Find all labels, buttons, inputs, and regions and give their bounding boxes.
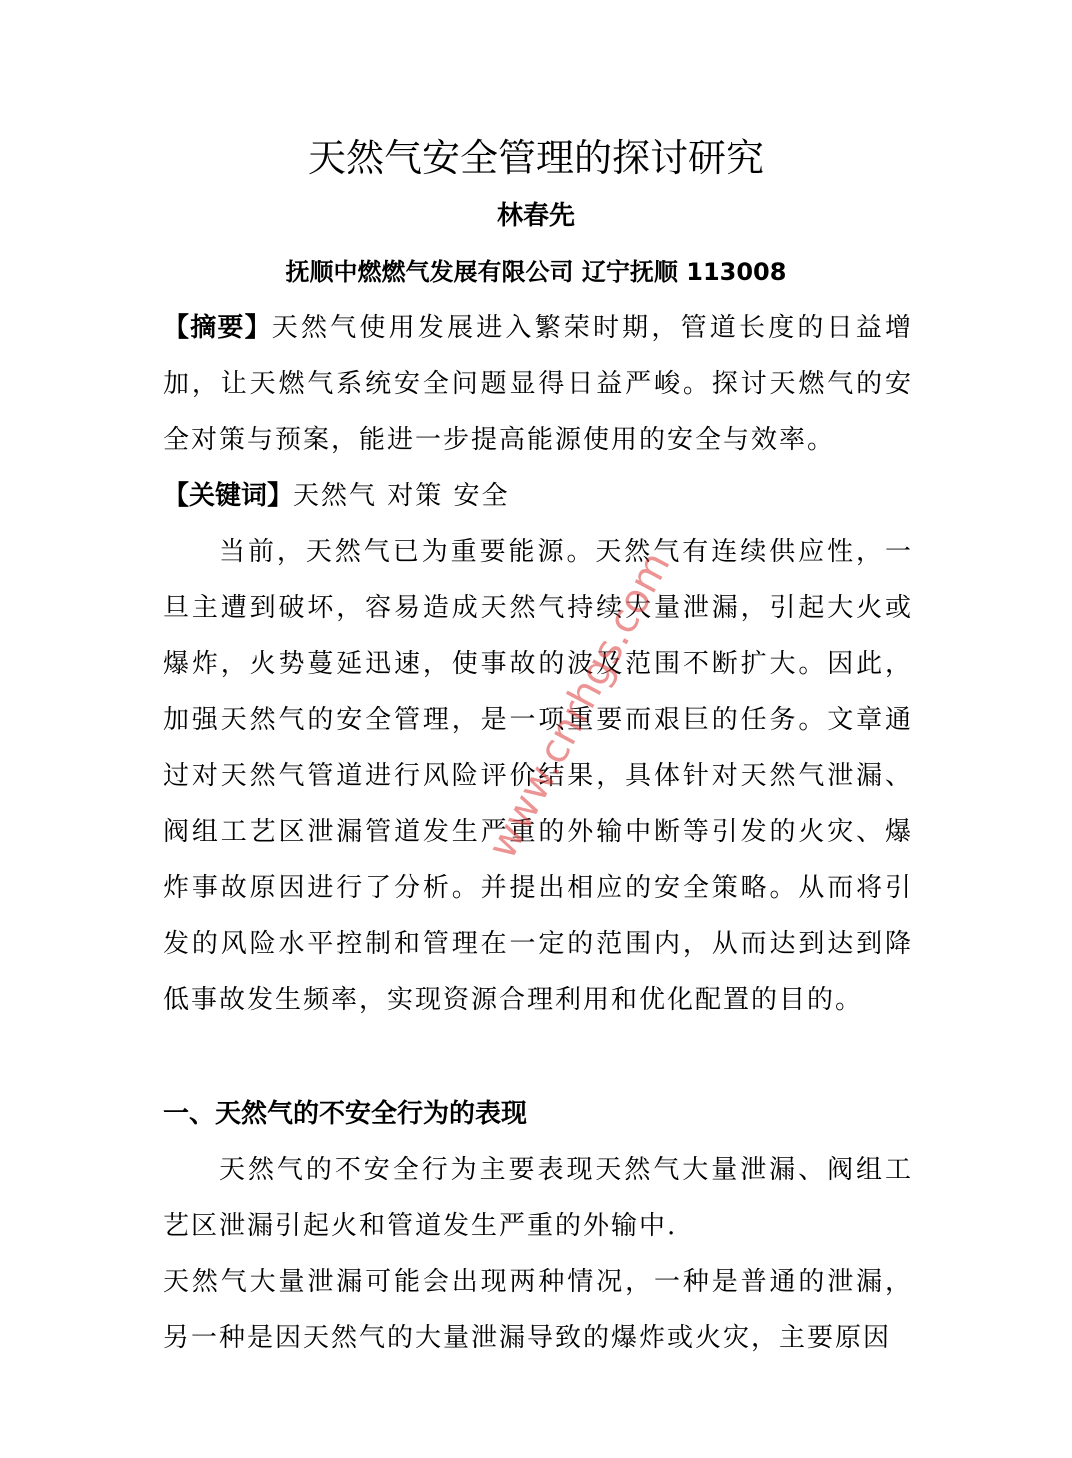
keywords-text: 天然气 对策 安全 [293,481,510,511]
author-name: 林春先 [496,201,575,231]
watermark-text: www.cnrhgs.com [479,544,680,867]
abstract-section [163,300,913,468]
abstract-text: 天然气使用发展进入繁荣时期，管道长度的日益增加，让天燃气系统安全问题显得日益严峻。探讨天燃气的安全对策与预案，能进一步提高能源使用的安全与效率。 [163,313,913,455]
keywords-section [163,468,913,524]
section-paragraph-1: 天然气的不安全行为主要表现天然气大量泄漏、阀组工艺区泄漏引起火和管道发生严重的外输中. [163,1155,913,1241]
intro-paragraph: 当前，天然气已为重要能源。天然气有连续供应性，一旦主遭到破坏，容易造成天然气持续大量泄漏，引起大火或爆炸，火势蔓延迅速，使事故的波及范围不断扩大。因此，加强天然气的安全管理，是一项重要而艰巨的任务。文章通过对天然气管道进行风险评价结果，具体针对天然气泄漏、阀组工艺区泄漏管道发生严重的外输中断等引发的火灾、爆炸事故原因进行了分析。并提出相应的安全策略。从而将引发的风险水平控制和管理在一定的范围内，从而达到达到降低事故发生频率，实现资源合理利用和优化配置的目的。 [163,537,913,1015]
author-affiliation: 抚顺中燃燃气发展有限公司 辽宁抚顺 113008 [285,258,787,286]
section-paragraph-2: 天然气大量泄漏可能会出现两种情况，一种是普通的泄漏，另一种是因天然气的大量泄漏导致的爆炸或火灾，主要原因 [163,1267,913,1353]
abstract-label: 【摘要】 [163,313,272,343]
document-title: 天然气安全管理的探讨研究 [307,136,764,180]
keywords-label: 【关键词】 [163,481,294,511]
section-heading: 一、天然气的不安全行为的表现 [163,1099,528,1129]
